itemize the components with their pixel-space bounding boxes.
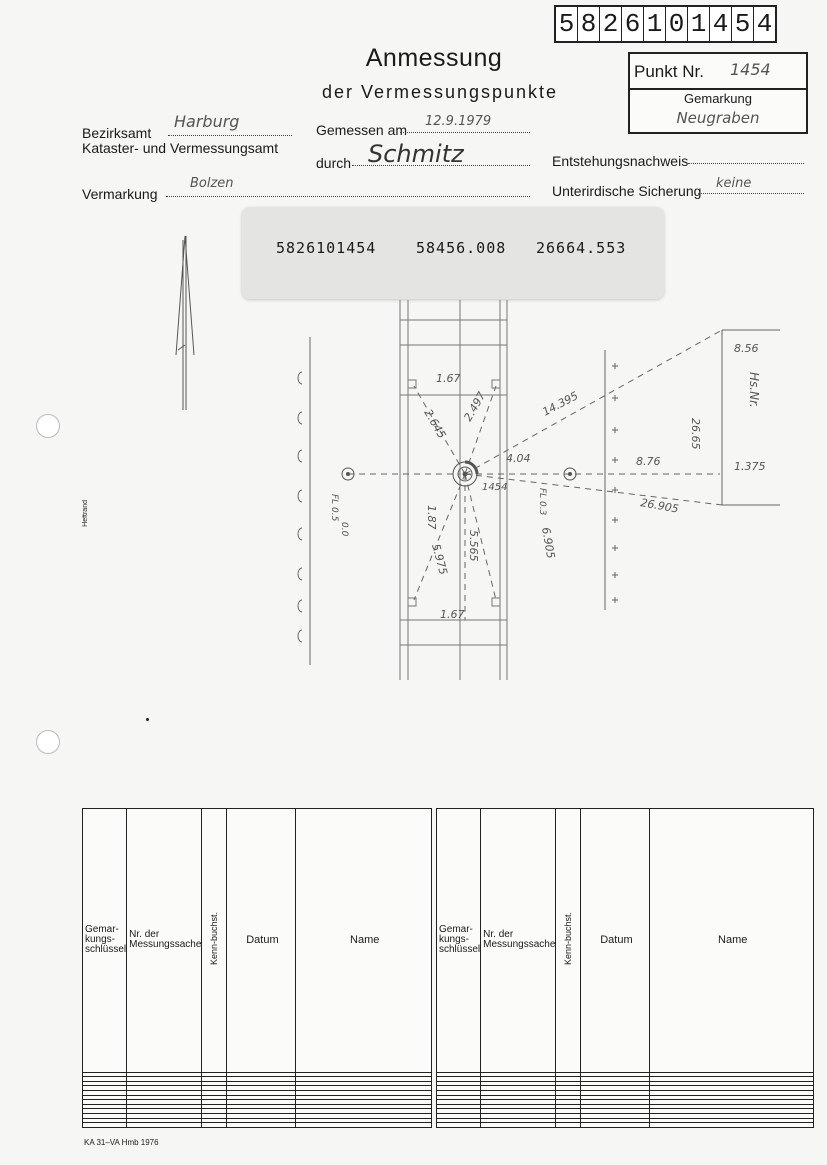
stamp-digit: 4 bbox=[710, 7, 732, 41]
col-name: Name bbox=[650, 809, 814, 1073]
measure-1: 1.67 bbox=[436, 372, 461, 385]
vermarkung-label: Vermarkung bbox=[82, 186, 158, 202]
measure-9: 5.975 bbox=[429, 542, 450, 577]
punkt-label: Punkt Nr. bbox=[634, 62, 704, 81]
measure-19: FL 0.3 bbox=[537, 488, 547, 516]
table-cell[interactable] bbox=[83, 1123, 127, 1128]
measure-10: 5.565 bbox=[467, 530, 480, 562]
col-messungssache: Nr. der Messungssache bbox=[481, 809, 556, 1073]
measure-6: 8.76 bbox=[636, 455, 661, 468]
table-cell[interactable] bbox=[296, 1123, 432, 1128]
col-kennbuchst: Kenn-buchst. bbox=[202, 809, 227, 1073]
gemessen-value: 12.9.1979 bbox=[425, 114, 492, 129]
measure-5: 4.04 bbox=[506, 452, 531, 465]
page-title: Anmessung bbox=[365, 44, 503, 72]
stamp-digit: 8 bbox=[578, 7, 600, 41]
coord-y: 26664.553 bbox=[536, 239, 627, 257]
vermarkung-value: Bolzen bbox=[190, 176, 234, 191]
col-datum: Datum bbox=[581, 809, 650, 1073]
punkt-value: 1454 bbox=[730, 60, 771, 79]
col-gemarkung: Gemar-kungs-schlüssel bbox=[83, 809, 127, 1073]
stamp-digit: 1 bbox=[688, 7, 710, 41]
dot-mark bbox=[146, 718, 149, 721]
measure-12: 1.67 bbox=[440, 608, 465, 621]
bezirksamt-label: Bezirksamt bbox=[82, 125, 152, 141]
form-footer: KA 31–VA Hmb 1976 bbox=[84, 1138, 159, 1147]
measure-2: 2.645 bbox=[421, 407, 449, 441]
unterirdisch-value: keine bbox=[716, 176, 752, 191]
gemessen-label: Gemessen am bbox=[316, 122, 408, 138]
col-messungssache: Nr. der Messungssache bbox=[127, 809, 202, 1073]
heftrand-label: Heftrand bbox=[82, 500, 89, 527]
col-kennbuchst: Kenn-buchst. bbox=[556, 809, 581, 1073]
measure-8: 1.87 bbox=[425, 505, 438, 530]
cross-marks bbox=[612, 363, 618, 603]
measure-17: Hs.Nr. bbox=[747, 372, 761, 408]
measure-11: 6.905 bbox=[539, 526, 558, 560]
table-cell[interactable] bbox=[650, 1123, 814, 1128]
stamp-digit: 0 bbox=[666, 7, 688, 41]
col-name: Name bbox=[296, 809, 432, 1073]
kataster-label: Kataster- und Vermessungsamt bbox=[82, 140, 279, 156]
measure-4: 14.395 bbox=[540, 389, 581, 419]
col-gemarkung: Gemar-kungs-schlüssel bbox=[437, 809, 481, 1073]
measure-18: FL 0.5 bbox=[329, 494, 339, 522]
measure-7: 1454 bbox=[482, 482, 508, 493]
measure-13: 8.56 bbox=[734, 342, 759, 355]
stamp-digit: 6 bbox=[622, 7, 644, 41]
stamp-digit: 5 bbox=[556, 7, 578, 41]
stamp-digit: 4 bbox=[756, 9, 773, 39]
page-subtitle: der Vermessungspunkte bbox=[321, 82, 559, 102]
stamp-digit: 5 bbox=[732, 7, 754, 41]
durch-label: durch bbox=[316, 155, 352, 171]
table-cell[interactable] bbox=[581, 1123, 650, 1128]
point-id: 5826101454 bbox=[276, 239, 377, 257]
col-datum: Datum bbox=[227, 809, 296, 1073]
north-arrow-icon bbox=[176, 236, 194, 410]
table-cell[interactable] bbox=[227, 1123, 296, 1128]
durch-value: Schmitz bbox=[368, 140, 464, 168]
table-cell[interactable] bbox=[556, 1123, 581, 1128]
gemarkung-label: Gemarkung bbox=[684, 91, 752, 106]
stamp-digit: 1 bbox=[644, 7, 666, 41]
unterirdisch-label: Unterirdische Sicherung bbox=[552, 183, 702, 199]
gemarkung-value: Neugraben bbox=[676, 109, 760, 127]
table-row bbox=[437, 1123, 814, 1128]
coord-x: 58456.008 bbox=[416, 239, 507, 257]
measure-3: 2.497 bbox=[461, 389, 489, 424]
measure-15: 26.905 bbox=[639, 496, 680, 516]
measure-14: 1.375 bbox=[734, 460, 766, 473]
table-cell[interactable] bbox=[202, 1123, 227, 1128]
register-table-left bbox=[82, 808, 432, 1128]
bezirksamt-value: Harburg bbox=[174, 112, 240, 131]
measure-20: 0.0 bbox=[339, 522, 349, 537]
table-cell[interactable] bbox=[127, 1123, 202, 1128]
table-cell[interactable] bbox=[437, 1123, 481, 1128]
table-cell[interactable] bbox=[481, 1123, 556, 1128]
entstehung-label: Entstehungsnachweis bbox=[552, 153, 689, 169]
table-row bbox=[83, 1123, 432, 1128]
measure-16: 26.65 bbox=[689, 418, 702, 450]
stamp-digit: 2 bbox=[600, 7, 622, 41]
register-table-right bbox=[436, 808, 814, 1128]
